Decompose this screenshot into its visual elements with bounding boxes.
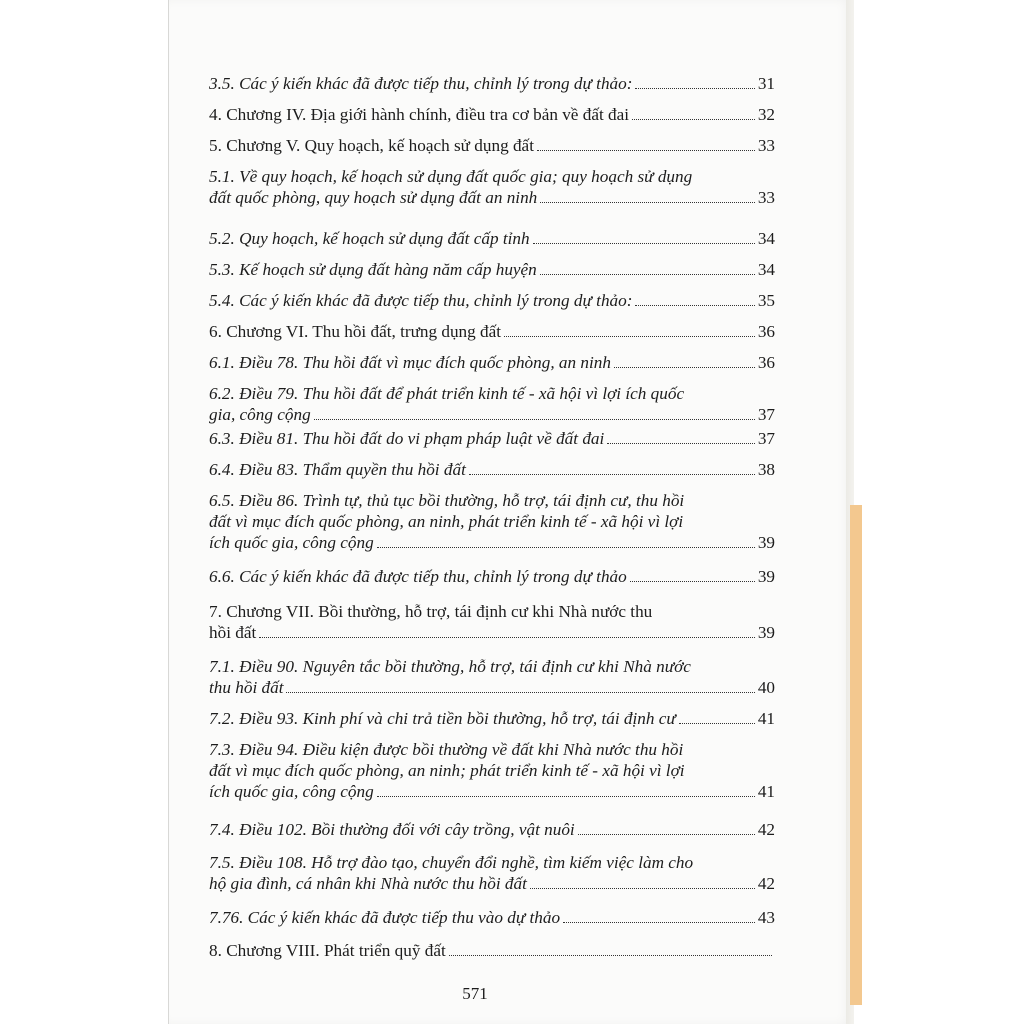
toc-entry-final-line — [209, 566, 775, 587]
toc-page-number: 31 — [757, 74, 775, 93]
toc-entry-title: 5.3. Kế hoạch sử dụng đất hàng năm cấp huyện — [209, 260, 537, 279]
toc-page-number: 35 — [757, 291, 775, 310]
toc-entry-title: ích quốc gia, công cộng — [209, 782, 374, 801]
dot-leader — [449, 955, 772, 956]
background-left — [0, 0, 168, 1024]
background-right — [854, 0, 1024, 1024]
toc-entry — [209, 428, 775, 449]
toc-page-number: 37 — [757, 429, 775, 448]
toc-page-number: 33 — [757, 188, 775, 207]
toc-entry-line: 7.3. Điều 94. Điều kiện được bồi thường về đất khi Nhà nước thu hồi — [209, 740, 684, 759]
dot-leader — [632, 119, 755, 120]
dot-leader — [630, 581, 755, 582]
toc-entry-title: 6.6. Các ý kiến khác đã được tiếp thu, chỉnh lý trong dự thảo — [209, 567, 627, 586]
toc-entry-title: 8. Chương VIII. Phát triển quỹ đất — [209, 941, 446, 960]
toc-entry-line: 6.2. Điều 79. Thu hồi đất để phát triển kinh tế - xã hội vì lợi ích quốc — [209, 384, 685, 403]
toc-entry-title: 6. Chương VI. Thu hồi đất, trưng dụng đất — [209, 322, 502, 341]
dot-leader — [679, 723, 755, 724]
toc-entry — [209, 656, 775, 698]
toc-entry-final-line — [209, 352, 775, 373]
dot-leader — [540, 274, 755, 275]
toc-entry-final-line — [209, 259, 775, 280]
toc-entry-title: 5. Chương V. Quy hoạch, kế hoạch sử dụng đất — [209, 136, 534, 155]
toc-entry — [209, 940, 775, 961]
toc-entry-title: 6.3. Điều 81. Thu hồi đất do vi phạm pháp luật về đất đai — [209, 429, 605, 448]
toc-entry — [209, 708, 775, 729]
toc-entry — [209, 739, 775, 802]
dot-leader — [286, 692, 754, 693]
dot-leader — [530, 888, 755, 889]
toc-entry-line: 7.5. Điều 108. Hỗ trợ đào tạo, chuyển đổi nghề, tìm kiếm việc làm cho — [209, 853, 694, 872]
toc-entry — [209, 104, 775, 125]
toc-entry-final-line — [209, 404, 775, 425]
page-number: 571 — [462, 984, 488, 1003]
toc-page-number: 42 — [757, 820, 775, 839]
toc-entry — [209, 73, 775, 94]
toc-page-number: 32 — [757, 105, 775, 124]
toc-page-number: 37 — [757, 405, 775, 424]
toc-entry-title: 6.4. Điều 83. Thẩm quyền thu hồi đất — [209, 460, 466, 479]
toc-entry — [209, 459, 775, 480]
toc-entry-final-line — [209, 135, 775, 156]
toc-entry-line: 7.1. Điều 90. Nguyên tắc bồi thường, hỗ trợ, tái định cư khi Nhà nước — [209, 657, 691, 676]
book-cover-edge — [850, 505, 862, 1005]
dot-leader — [563, 922, 755, 923]
toc-entry-title: gia, công cộng — [209, 405, 311, 424]
toc-page-number: 36 — [757, 322, 775, 341]
toc-entry-final-line — [209, 228, 775, 249]
toc-entry-final-line — [209, 677, 775, 698]
toc-entry-final-line — [209, 187, 775, 208]
toc-page-number: 36 — [757, 353, 775, 372]
dot-leader — [259, 637, 755, 638]
toc-entry-title: 5.4. Các ý kiến khác đã được tiếp thu, chỉnh lý trong dự thảo: — [209, 291, 633, 310]
toc-entry — [209, 259, 775, 280]
toc-entry-title: 3.5. Các ý kiến khác đã được tiếp thu, chỉnh lý trong dự thảo: — [209, 74, 633, 93]
toc-entry — [209, 907, 775, 928]
toc-entry-final-line — [209, 708, 775, 729]
toc-page-number: 34 — [757, 260, 775, 279]
toc-entry-final-line — [209, 290, 775, 311]
toc-entry — [209, 819, 775, 840]
toc-entry-title: 4. Chương IV. Địa giới hành chính, điều tra cơ bản về đất đai — [209, 105, 630, 124]
toc-page-number: 39 — [757, 623, 775, 642]
toc-entry-line: 6.5. Điều 86. Trình tự, thủ tục bồi thường, hỗ trợ, tái định cư, thu hồi — [209, 491, 685, 510]
toc-entry-final-line — [209, 781, 775, 802]
toc-entry-final-line — [209, 428, 775, 449]
toc-entry-title: hồi đất — [209, 623, 257, 642]
toc-entry-final-line — [209, 622, 775, 643]
toc-entry-title: 7.4. Điều 102. Bồi thường đối với cây trồng, vật nuôi — [209, 820, 575, 839]
toc-entry-line: 5.1. Về quy hoạch, kế hoạch sử dụng đất quốc gia; quy hoạch sử dụng — [209, 167, 693, 186]
toc-entry — [209, 321, 775, 342]
toc-entry-title: 6.1. Điều 78. Thu hồi đất vì mục đích quốc phòng, an ninh — [209, 353, 611, 372]
toc-entry — [209, 352, 775, 373]
dot-leader — [469, 474, 755, 475]
toc-entry-final-line — [209, 907, 775, 928]
dot-leader — [578, 834, 755, 835]
dot-leader — [314, 419, 755, 420]
toc-page-number: 39 — [757, 533, 775, 552]
dot-leader — [540, 202, 755, 203]
toc-page-number: 39 — [757, 567, 775, 586]
toc-entry-title: 7.76. Các ý kiến khác đã được tiếp thu vào dự thảo — [209, 908, 561, 927]
toc-entry-final-line — [209, 873, 775, 894]
toc-entry — [209, 566, 775, 587]
toc-entry — [209, 228, 775, 249]
toc-entry — [209, 135, 775, 156]
toc-entry-final-line — [209, 459, 775, 480]
toc-entry-title: đất quốc phòng, quy hoạch sử dụng đất an ninh — [209, 188, 538, 207]
dot-leader — [537, 150, 755, 151]
toc-entry-final-line — [209, 321, 775, 342]
dot-leader — [377, 547, 755, 548]
toc-page-number: 38 — [757, 460, 775, 479]
toc-entry-line: đất vì mục đích quốc phòng, an ninh, phát triển kinh tế - xã hội vì lợi — [209, 512, 684, 531]
dot-leader — [614, 367, 755, 368]
toc-entry-final-line — [209, 73, 775, 94]
toc-entry — [209, 852, 775, 894]
dot-leader — [607, 443, 755, 444]
toc-entry — [209, 383, 775, 425]
toc-page-number: 43 — [757, 908, 775, 927]
toc-entry — [209, 490, 775, 553]
dot-leader — [377, 796, 755, 797]
toc-entry-line: đất vì mục đích quốc phòng, an ninh; phát triển kinh tế - xã hội vì lợi — [209, 761, 685, 780]
toc-page-number: 42 — [757, 874, 775, 893]
toc-entry-final-line — [209, 104, 775, 125]
toc-entry-title: hộ gia đình, cá nhân khi Nhà nước thu hồi đất — [209, 874, 527, 893]
toc-page-number: 41 — [757, 709, 775, 728]
toc-page-number: 40 — [757, 678, 775, 697]
dot-leader — [504, 336, 755, 337]
dot-leader — [635, 88, 754, 89]
toc-page-number: 34 — [757, 229, 775, 248]
toc-entry-title: 7.2. Điều 93. Kinh phí và chi trả tiền bồi thường, hỗ trợ, tái định cư — [209, 709, 676, 728]
toc-entry — [209, 290, 775, 311]
toc-entry-line: 7. Chương VII. Bồi thường, hỗ trợ, tái định cư khi Nhà nước thu — [209, 602, 653, 621]
toc-entry-title: ích quốc gia, công cộng — [209, 533, 374, 552]
toc-page-number: 41 — [757, 782, 775, 801]
toc-entry-final-line — [209, 532, 775, 553]
toc-entry-title: 5.2. Quy hoạch, kế hoạch sử dụng đất cấp tỉnh — [209, 229, 530, 248]
toc-entry-final-line — [209, 819, 775, 840]
toc-entry — [209, 601, 775, 643]
toc-entry-title: thu hồi đất — [209, 678, 284, 697]
toc-entry-final-line — [209, 940, 775, 961]
toc-page-number: 33 — [757, 136, 775, 155]
toc-entry — [209, 166, 775, 208]
dot-leader — [635, 305, 754, 306]
dot-leader — [533, 243, 755, 244]
